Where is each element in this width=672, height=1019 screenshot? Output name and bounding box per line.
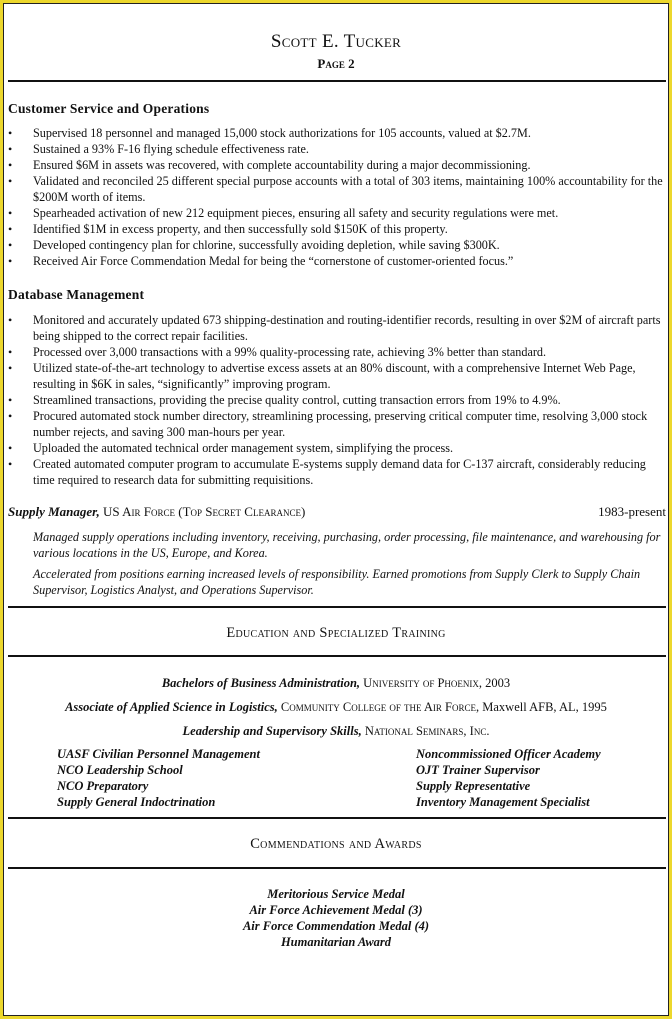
section-divider: [8, 655, 666, 657]
list-item: • Created automated computer program to accumulate E-systems supply demand data for C-137 aircraft, considerably reducing time required to research data for submitting requisitions.: [8, 456, 664, 488]
list-item: • Uploaded the automated technical order management system, simplifying the process.: [8, 440, 664, 456]
list-item: • Procured automated stock number directory, streamlining processing, preserving critical computer time, resolving 3,000 stock number rejects, and saving 300 man-hours per year.: [8, 408, 664, 440]
list-item: Humanitarian Award: [280, 935, 392, 949]
list-item: Air Force Commendation Medal (4): [242, 919, 430, 933]
section-divider: [8, 817, 666, 819]
list-item: Supply Representative: [416, 779, 531, 793]
list-item: Air Force Achievement Medal (3): [249, 903, 423, 917]
degree-school: University of Phoenix, 2003: [363, 676, 511, 690]
header-divider: [8, 80, 666, 82]
list-item: • Validated and reconciled 25 different special purpose accounts with a total of 303 items, maintaining 100% accountability for the $200M worth of items.: [8, 173, 664, 205]
list-item: • Sustained a 93% F-16 flying schedule effectiveness rate.: [8, 141, 664, 157]
awards-heading: Commendations and Awards: [250, 836, 422, 852]
list-item: • Supervised 18 personnel and managed 15,000 stock authorizations for 105 accounts, valued at $2.7M.: [8, 125, 664, 141]
courses-left: [57, 746, 357, 810]
section-divider: [8, 867, 666, 869]
list-item: OJT Trainer Supervisor: [416, 763, 540, 777]
list-item: • Monitored and accurately updated 673 shipping-destination and routing-identifier records, resulting in over $2M of aircraft parts being shipped to the correct repair facilities.: [8, 312, 664, 344]
degree-school: Community College of the Air Force,: [280, 700, 480, 714]
section-divider: [8, 606, 666, 608]
list-item: • Ensured $6M in assets was recovered, with complete accountability during a major decommissioning.: [8, 157, 664, 173]
awards-list: [0, 886, 672, 950]
list-item: • Utilized state-of-the-art technology to advertise excess assets at an 80% discount, with a comprehensive Internet Web Page, resulting in $6K in sales, “significantly” improving program.: [8, 360, 664, 392]
degree-name: Associate of Applied Science in Logistics,: [65, 700, 278, 714]
training-org: National Seminars, Inc.: [364, 724, 490, 738]
job-dates: 1983-present: [598, 504, 666, 519]
education-heading: Education and Specialized Training: [226, 625, 446, 641]
job-heading: [8, 504, 666, 520]
job-title: Supply Manager,: [8, 504, 100, 519]
page-number: Page 2: [317, 56, 355, 71]
customer-service-list: [8, 125, 664, 269]
list-item: Inventory Management Specialist: [416, 795, 590, 809]
database-heading: Database Management: [8, 287, 145, 302]
job-description: Managed supply operations including inventory, receiving, purchasing, order processing, file maintenance, and warehousing for various locations in the US, Europe, and Korea.: [33, 530, 661, 560]
database-list: [8, 312, 664, 488]
list-item: NCO Preparatory: [57, 779, 149, 793]
list-item: Meritorious Service Medal: [267, 887, 405, 901]
degree-name: Bachelors of Business Administration,: [161, 676, 361, 690]
degree-bachelors: [0, 676, 672, 691]
customer-service-heading: Customer Service and Operations: [8, 101, 210, 116]
list-item: UASF Civilian Personnel Management: [57, 747, 260, 761]
list-item: • Identified $1M in excess property, and then successfully sold $150K of this property.: [8, 221, 664, 237]
degree-associate: [0, 700, 672, 715]
list-item: • Spearheaded activation of new 212 equipment pieces, ensuring all safety and security regulations were met.: [8, 205, 664, 221]
list-item: • Received Air Force Commendation Medal for being the “cornerstone of customer-oriented focus.”: [8, 253, 664, 269]
job-employer: US Air Force (Top Secret Clearance): [103, 504, 306, 519]
training-leadership: [0, 724, 672, 739]
job-promotions: Accelerated from positions earning increased levels of responsibility. Earned promotions from Supply Clerk to Supply Chain Supervisor, Logistics Analyst, and Operations Supervisor.: [33, 567, 641, 597]
candidate-name: Scott E. Tucker: [270, 31, 402, 52]
list-item: • Processed over 3,000 transactions with a 99% quality-processing rate, achieving 3% better than standard.: [8, 344, 664, 360]
degree-location: Maxwell AFB, AL, 1995: [482, 700, 607, 714]
list-item: Noncommissioned Officer Academy: [416, 747, 601, 761]
list-item: • Developed contingency plan for chlorine, successfully avoiding depletion, while saving $300K.: [8, 237, 664, 253]
list-item: NCO Leadership School: [57, 763, 183, 777]
list-item: Supply General Indoctrination: [57, 795, 216, 809]
list-item: • Streamlined transactions, providing the precise quality control, cutting transaction errors from 19% to 4.9%.: [8, 392, 664, 408]
training-name: Leadership and Supervisory Skills,: [182, 724, 362, 738]
courses-right: [416, 746, 661, 810]
